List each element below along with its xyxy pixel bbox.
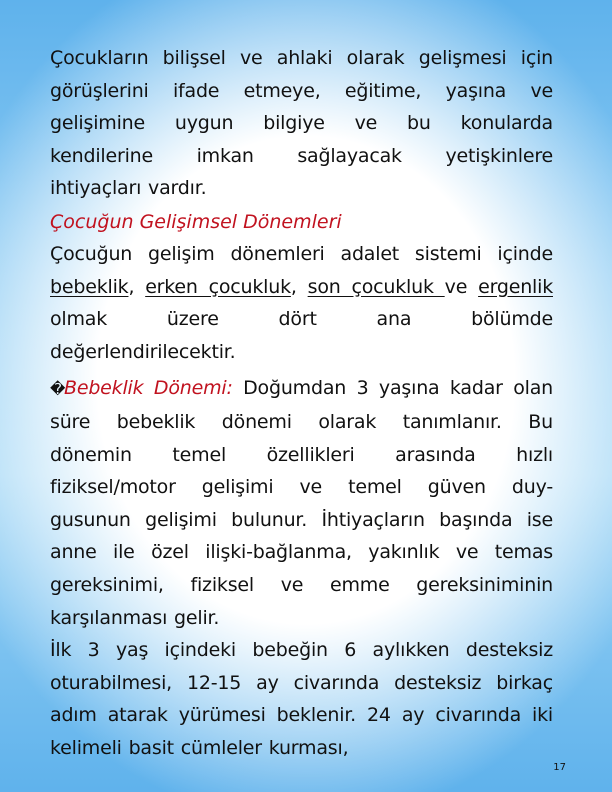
page-number: 17 [553, 762, 566, 773]
text-fragment: Doğumdan 3 yaşına kadar olan [232, 377, 553, 400]
text-line: gelişimine uygun bilgiye ve bu konularda [50, 112, 553, 135]
text-line: Çocukların bilişsel ve ahlaki olarak gelişmesi için [50, 47, 553, 69]
page-content [50, 42, 553, 764]
text-line: anne ile özel ilişki-bağlanma, yakınlık ve temas [50, 541, 553, 564]
text-line: oturabilmesi, 12-15 ay civarında desteksiz birkaç [50, 671, 553, 694]
periods-paragraph [50, 238, 553, 368]
separator: ve [444, 275, 479, 298]
term-son-cocukluk: son çocukluk [307, 275, 445, 298]
text-line: dönemin temel özellikleri arasında hızlı [50, 443, 553, 466]
text-line: karşılanması gelir. [50, 606, 220, 629]
text-line: fiziksel/motor gelişimi ve temel güven duy- [50, 476, 553, 499]
infancy-label: Bebeklik Dönemi: [64, 377, 233, 400]
term-bebeklik: bebeklik [50, 275, 129, 298]
text-line: kelimeli basit cümleler kurması, [50, 736, 349, 759]
separator: , [290, 275, 308, 298]
text-line: gereksinimi, fiziksel ve emme gereksiniminin [50, 573, 553, 596]
text-line: olmak üzere dört ana bölümde [50, 308, 553, 331]
milestones-paragraph [50, 634, 553, 764]
text-line: adım atarak yürümesi beklenir. 24 ay civarında iki [50, 704, 553, 727]
text-line: Çocuğun gelişim dönemleri adalet sistemi içinde [50, 242, 553, 265]
bullet-line [50, 372, 553, 406]
text-line: değerlendirilecektir. [50, 340, 236, 363]
text-line: gusunun gelişimi bulunur. İhtiyaçların başında ise [50, 508, 553, 531]
text-line: kendilerine imkan sağlayacak yetişkinlere [50, 144, 553, 167]
term-erken-cocukluk: erken çocukluk [145, 275, 291, 298]
infancy-paragraph [50, 372, 553, 634]
separator: , [128, 275, 146, 298]
bullet-icon: � [50, 380, 66, 399]
intro-paragraph [50, 42, 553, 205]
terms-line [50, 271, 553, 304]
text-line: İlk 3 yaş içindeki bebeğin 6 aylıkken desteksiz [50, 639, 553, 662]
text-line: ihtiyaçları vardır. [50, 177, 207, 200]
text-line: görüşlerini ifade etmeye, eğitime, yaşına ve [50, 79, 553, 102]
text-line: süre bebeklik dönemi olarak tanımlanır. Bu [50, 410, 553, 433]
term-ergenlik: ergenlik [478, 275, 553, 298]
section-heading: Çocuğun Gelişimsel Dönemleri [50, 210, 342, 233]
